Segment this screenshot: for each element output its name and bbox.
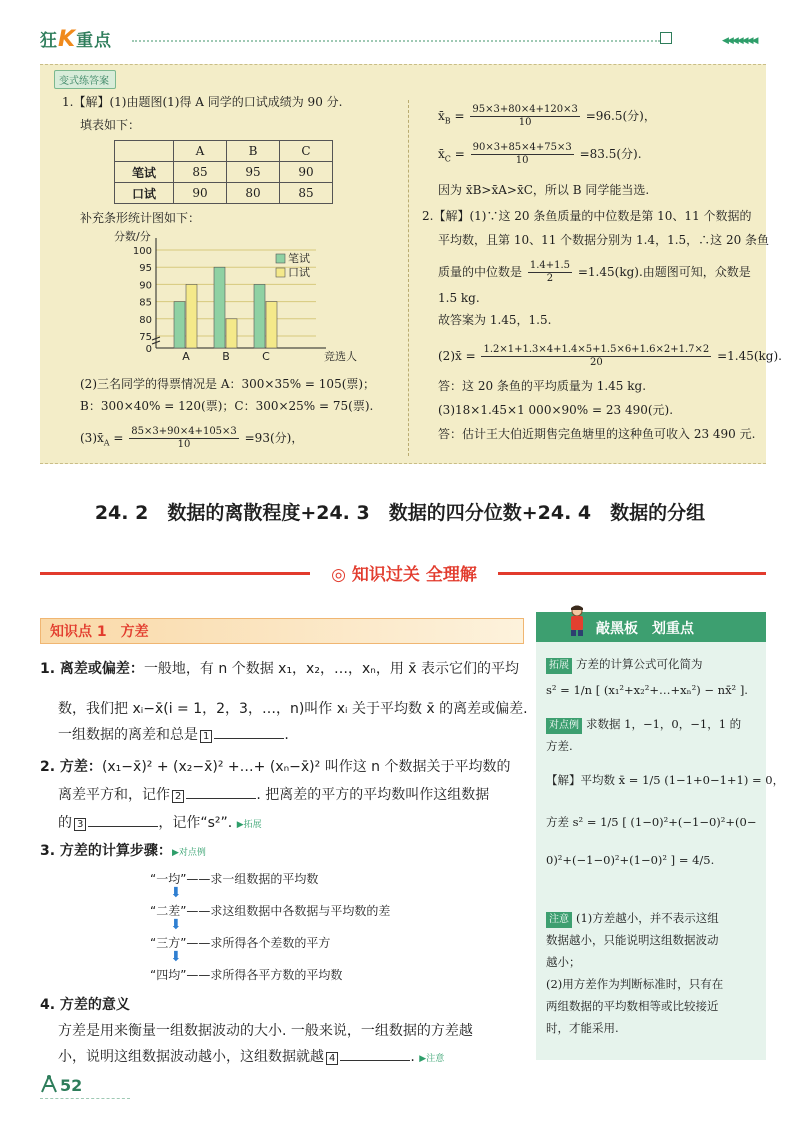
- side-note-line6: 时，才能采用.: [546, 1021, 619, 1035]
- kp-p1-line3: 一组数据的离差和总是 1 .: [58, 727, 289, 743]
- side-extension-line2: s² = 1/n [ (x₁²+x₂²+…+xₙ²) − nx̄² ].: [546, 683, 748, 697]
- header-arrows-icon: ◀◀◀◀◀◀◀: [722, 36, 757, 46]
- q2-suffix: =1.45(kg).由题图可知，众数是: [577, 265, 751, 279]
- table-cell: [115, 141, 174, 162]
- kp-p4-l2-text: 小，说明这组数据波动越小，这组数据就越: [58, 1049, 324, 1065]
- header-brand: 狂K重点: [40, 27, 113, 52]
- step-4: “四均”——求所得各平方数的平均数: [150, 968, 343, 982]
- xa-sub: A: [103, 438, 110, 448]
- blank-number: 2: [172, 790, 184, 803]
- kp-p2-l2b-text: . 把离差的平方的平均数叫作这组数据: [256, 787, 490, 803]
- side-example-line2: 方差.: [546, 739, 573, 753]
- banner-title: [310, 560, 498, 585]
- footer-line: [40, 1098, 130, 1099]
- kp-p2-l3b-text: ，记作“s²”.: [158, 815, 233, 831]
- bar-笔试-B: [214, 267, 225, 348]
- chart-caption: 补充条形统计图如下：: [80, 211, 201, 225]
- x-tick-label: A: [182, 350, 190, 363]
- kp-p2-line3: [58, 814, 262, 834]
- xb-line: $x̄_B$ = $\frac{95\times 3+80\times 4+120\times 3}{10}$ =96.5(分)，: [438, 104, 656, 128]
- x-tick-label: B: [222, 350, 230, 363]
- q1-line2: 填表如下：: [80, 118, 141, 132]
- kp-p4-line2: 小，说明这组数据波动越小，这组数据就越 4 . ▶注意: [58, 1049, 445, 1065]
- q2-line1: 2.【解】(1)∵这 20 条鱼质量的中位数是第 10、11 个数据的: [422, 209, 752, 223]
- table-cell: 90: [174, 183, 227, 204]
- q2-prefix: 质量的中位数是: [438, 265, 523, 279]
- answer-tag: 变式练答案: [54, 70, 116, 89]
- fill-blank[interactable]: [214, 738, 284, 739]
- side-text: (1)方差越小，并不表示这组: [576, 911, 719, 925]
- numerator: 90×3+85×4+75×3: [472, 142, 572, 153]
- table-cell: 80: [227, 183, 280, 204]
- page-number: 52: [60, 1076, 83, 1095]
- fill-blank[interactable]: [88, 826, 158, 827]
- q2-line7: 答：这 20 条鱼的平均质量为 1.45 kg.: [438, 379, 647, 393]
- result: =93(分)，: [244, 431, 304, 445]
- section-title: 24. 2 数据的离散程度+24. 3 数据的四分位数+24. 4 数据的分组: [94, 502, 706, 524]
- result: =1.45(kg).: [717, 349, 782, 363]
- numerator: 1.4+1.5: [529, 260, 571, 271]
- table-cell: C: [280, 141, 333, 162]
- x-tick-label: C: [262, 350, 270, 363]
- step-1: “一均”——求一组数据的平均数: [150, 872, 319, 886]
- table-cell: 95: [227, 162, 280, 183]
- blank-number: 1: [200, 730, 212, 743]
- y-axis-label: 分数/分: [114, 230, 151, 243]
- side-note-line2: 数据越小，只能说明这组数据波动: [546, 933, 719, 947]
- denominator: 10: [518, 117, 532, 128]
- side-text: 方差的计算公式可化简为: [576, 657, 703, 671]
- xb-symbol: x̄: [438, 109, 445, 123]
- kp-p3-head-line: [40, 842, 206, 862]
- table-cell: 85: [280, 183, 333, 204]
- blank-number: 3: [74, 818, 86, 831]
- kp-p1-line1: [40, 660, 519, 678]
- numerator: 1.2×1+1.3×4+1.4×5+1.5×6+1.6×2+1.7×2: [483, 344, 710, 355]
- score-table: [114, 140, 333, 204]
- table-cell: B: [227, 141, 280, 162]
- q1-part2-a: (2)三名同学的得票情况是 A：300×35% = 105(票)；: [80, 377, 376, 391]
- result: =96.5(分)，: [585, 109, 656, 123]
- xb-sub: B: [444, 116, 451, 126]
- y-tick-label: 0: [145, 344, 152, 355]
- q2-line2: 平均数，且第 10、11 个数据分别为 1.4，1.5，∴这 20 条鱼: [438, 233, 770, 247]
- table-cell: 口试: [115, 183, 174, 204]
- fraction: [528, 260, 572, 285]
- table-cell: 笔试: [115, 162, 174, 183]
- kp-p2-head: 2. 方差：: [40, 759, 102, 775]
- kp-label: 知识点 1 方差: [50, 624, 149, 640]
- bar-笔试-C: [254, 284, 265, 348]
- y-tick-label: 80: [139, 314, 152, 326]
- q2-line6: [438, 344, 782, 369]
- side-text: 求数据 1，−1，0，−1，1 的: [586, 717, 742, 731]
- table-row: [115, 162, 333, 183]
- q1-part2-b: B：300×40% = 120(票)；C：300×25% = 75(票).: [80, 399, 374, 413]
- bar-口试-C: [266, 302, 277, 348]
- extension-tag: 拓展: [546, 658, 572, 674]
- side-note-line4: (2)用方差作为判断标准时，只有在: [546, 977, 724, 991]
- denominator: 20: [589, 357, 603, 368]
- table-cell: 90: [280, 162, 333, 183]
- kp-p2-line1: [40, 758, 510, 776]
- bar-口试-A: [186, 284, 197, 348]
- down-arrow-icon: ⬇: [170, 917, 182, 933]
- legend-label: 口试: [288, 266, 310, 279]
- kp-p2-line2: [58, 786, 489, 804]
- teacher-icon: [566, 604, 588, 636]
- side-board: [536, 612, 766, 1060]
- xa-symbol: (3)x̄: [80, 431, 104, 445]
- header-box-icon: [660, 32, 672, 44]
- kp-p1-line2: 数，我们把 xᵢ−x̄(i = 1，2，3，…，n)叫作 xᵢ 关于平均数 x̄ 的离差或偏差.: [58, 701, 528, 717]
- numerator: 85×3+90×4+105×3: [131, 426, 237, 437]
- blank-number: 4: [326, 1052, 338, 1065]
- side-example-line3: 【解】平均数 x̄ = 1/5 (1−1+0−1+1) = 0，: [546, 773, 785, 787]
- side-board-title: 敲黑板 划重点: [596, 621, 694, 637]
- step-2: “二差”——求这组数据中各数据与平均数的差: [150, 904, 391, 918]
- side-note-line3: 越小；: [546, 955, 581, 969]
- equals: =: [113, 431, 124, 445]
- note-tag: 注意: [546, 912, 572, 928]
- extension-link[interactable]: ▶拓展: [236, 820, 262, 830]
- kp-p1-text: 一般地，有 n 个数据 x₁，x₂，…，xₙ，用 x̄ 表示它们的平均: [143, 661, 520, 677]
- swirl-icon: ◎: [331, 565, 352, 585]
- side-extension-line1: [546, 656, 703, 674]
- bar-笔试-A: [174, 302, 185, 348]
- q1-part3: [80, 426, 303, 451]
- result: =83.5(分).: [579, 147, 642, 161]
- denominator: 2: [546, 273, 554, 284]
- table-header-row: [115, 141, 333, 162]
- kp-p4-line1: 方差是用来衡量一组数据波动的大小. 一般来说，一组数据的方差越: [58, 1023, 473, 1039]
- banner-line-right: [498, 572, 766, 575]
- y-tick-label: 100: [132, 246, 152, 257]
- denominator: 10: [515, 155, 529, 166]
- kp-p2-text: (x₁−x̄)² + (x₂−x̄)² +…+ (xₙ−x̄)² 叫作这 n 个数据关于平均数的: [101, 759, 511, 775]
- q2-line5: 故答案为 1.45，1.5.: [438, 313, 552, 327]
- numerator: 95×3+80×4+120×3: [472, 104, 578, 115]
- bar-口试-B: [226, 319, 237, 348]
- q2-line9: 答：估计王大伯近期售完鱼塘里的这种鱼可收入 23 490 元.: [438, 427, 756, 441]
- y-tick-label: 75: [139, 332, 152, 343]
- fraction: [471, 142, 574, 167]
- q2-line3: [438, 260, 751, 285]
- x-axis-label: 竞选人: [324, 350, 357, 363]
- q2-line8: (3)18×1.45×1 000×90% = 23 490(元).: [438, 403, 674, 417]
- kp-p2-l3-text: 的: [58, 815, 72, 831]
- example-link[interactable]: ▶对点例: [171, 848, 206, 858]
- compass-icon: [38, 1074, 60, 1094]
- xc-sub: C: [444, 154, 451, 164]
- q2-line4: 1.5 kg.: [438, 291, 480, 305]
- note-link[interactable]: ▶注意: [419, 1054, 445, 1064]
- kp-p2-l2-text: 离差平方和，记作: [58, 787, 170, 803]
- kp-p3-head: 3. 方差的计算步骤：: [40, 843, 172, 859]
- side-example-line5: 0)²+(−1−0)²+(1−0)² ] = 4/5.: [546, 853, 715, 867]
- side-note-line1: [546, 910, 719, 928]
- table-cell: 85: [174, 162, 227, 183]
- header-dotted-line: [132, 40, 660, 42]
- fraction: [470, 104, 580, 129]
- kp-p1-l3-text: 一组数据的离差和总是: [58, 727, 198, 743]
- legend-swatch: [276, 268, 285, 277]
- y-tick-label: 85: [139, 297, 152, 309]
- kp-p1-head: 1. 离差或偏差：: [40, 661, 144, 677]
- side-example-line4: 方差 s² = 1/5 [ (1−0)²+(−1−0)²+(0−: [546, 815, 757, 829]
- side-note-line5: 两组数据的平均数相等或比较接近: [546, 999, 719, 1013]
- side-example-line1: [546, 716, 741, 734]
- legend-swatch: [276, 254, 285, 263]
- bar-chart: [112, 228, 362, 368]
- fill-blank[interactable]: [186, 798, 256, 799]
- table-row: [115, 183, 333, 204]
- xc-symbol: x̄: [438, 147, 445, 161]
- compare-line: 因为 x̄B>x̄A>x̄C，所以 B 同学能当选.: [438, 183, 650, 197]
- xc-line: $x̄_C$ = $\frac{90\times 3+85\times 4+75\times 3}{10}$ =83.5(分).: [438, 142, 642, 166]
- banner-text: 知识过关 全理解: [351, 565, 477, 585]
- down-arrow-icon: ⬇: [170, 949, 182, 965]
- table-cell: A: [174, 141, 227, 162]
- y-tick-label: 90: [139, 280, 152, 292]
- denominator: 10: [177, 439, 191, 450]
- example-tag: 对点例: [546, 718, 582, 734]
- banner-line-left: [40, 572, 310, 575]
- step-3: “三方”——求所得各个差数的平方: [150, 936, 331, 950]
- y-tick-label: 95: [139, 263, 152, 275]
- legend-label: 笔试: [288, 252, 310, 265]
- fraction: [129, 426, 239, 451]
- panel-divider: [408, 100, 409, 456]
- down-arrow-icon: ⬇: [170, 885, 182, 901]
- q2-mean-symbol: (2)x̄ =: [438, 349, 476, 363]
- kp-p4-head: 4. 方差的意义: [40, 997, 130, 1013]
- fill-blank[interactable]: [340, 1060, 410, 1061]
- q1-line1: 1.【解】(1)由题图(1)得 A 同学的口试成绩为 90 分.: [62, 95, 343, 109]
- fraction: [481, 344, 711, 369]
